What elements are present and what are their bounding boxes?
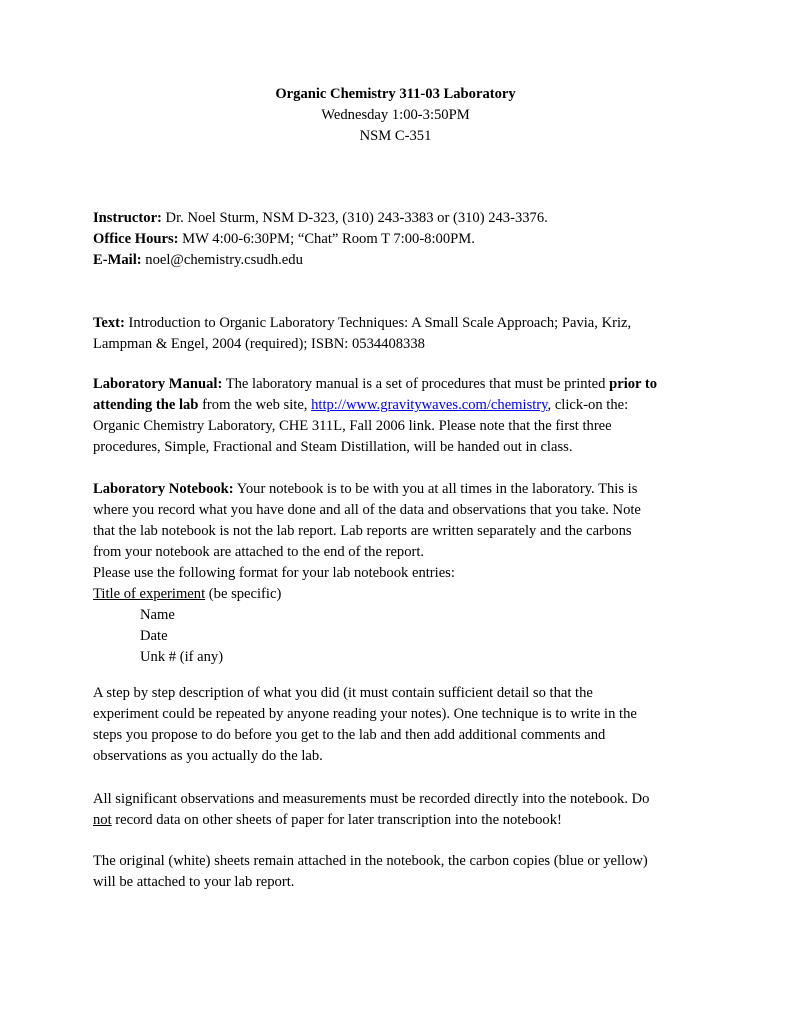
- instructor-line: [93, 208, 703, 229]
- manual-text-2b: from the web site,: [198, 397, 312, 413]
- manual-label: Laboratory Manual:: [93, 376, 223, 392]
- title-note: (be specific): [205, 586, 282, 602]
- paragraph-line: All significant observations and measurements must be recorded directly into the notebook. Do: [93, 791, 650, 807]
- course-header: [0, 84, 791, 147]
- text-section: [93, 313, 703, 355]
- office-hours-line: [93, 229, 703, 250]
- text-label: Text:: [93, 315, 125, 331]
- manual-line-4: procedures, Simple, Fractional and Steam Distillation, will be handed out in class.: [93, 439, 573, 455]
- manual-emphasis-1: prior to: [609, 376, 658, 392]
- paragraph-text: record data on other sheets of paper for later transcription into the notebook!: [111, 812, 562, 828]
- lab-manual-section: [93, 374, 703, 458]
- paragraph-line: experiment could be repeated by anyone reading your notes). One technique is to write in the: [93, 706, 637, 722]
- course-room: NSM C-351: [359, 128, 432, 144]
- notebook-line-2: where you record what you have done and all of the data and observations that you take. Note: [93, 502, 641, 518]
- title-format-line: [93, 584, 703, 605]
- notebook-text-1: Your notebook is to be with you at all times in the laboratory. This is: [233, 481, 638, 497]
- notebook-line-3: that the lab notebook is not the lab report. Lab reports are written separately and the carbons: [93, 523, 632, 539]
- format-item-unk: Unk # (if any): [140, 649, 224, 665]
- paragraph-line: steps you propose to do before you get to the lab and then add additional comments and: [93, 727, 606, 743]
- email-value: noel@chemistry.csudh.edu: [141, 252, 303, 268]
- paragraph-line: The original (white) sheets remain attached in the notebook, the carbon copies (blue or yellow): [93, 853, 648, 869]
- paragraph-line: observations as you actually do the lab.: [93, 748, 323, 764]
- paragraph-line: [93, 810, 703, 831]
- manual-line-2: [93, 395, 703, 416]
- paragraph-step-description: [93, 683, 703, 767]
- paragraph-observations: [93, 789, 703, 831]
- paragraph-line: will be attached to your lab report.: [93, 874, 295, 890]
- manual-line-1: [93, 374, 703, 395]
- course-schedule: Wednesday 1:00-3:50PM: [321, 107, 470, 123]
- manual-text-2c: , click-on the:: [547, 397, 629, 413]
- manual-emphasis-2: attending the lab: [93, 397, 199, 413]
- course-title: Organic Chemistry 311-03 Laboratory: [275, 86, 516, 102]
- notebook-line-5: Please use the following format for your lab notebook entries:: [93, 565, 455, 581]
- instructor-value: Dr. Noel Sturm, NSM D-323, (310) 243-3383 or (310) 243-3376.: [161, 210, 548, 226]
- text-line-1: [93, 313, 703, 334]
- not-emphasis: not: [93, 812, 112, 828]
- title-of-experiment: Title of experiment: [93, 586, 206, 602]
- text-value-1: Introduction to Organic Laboratory Techniques: A Small Scale Approach; Pavia, Kriz,: [124, 315, 632, 331]
- website-link[interactable]: http://www.gravitywaves.com/chemistry: [311, 397, 548, 413]
- paragraph-line: A step by step description of what you did (it must contain sufficient detail so that the: [93, 685, 593, 701]
- manual-text-1a: The laboratory manual is a set of procedures that must be printed: [222, 376, 610, 392]
- manual-line-3: Organic Chemistry Laboratory, CHE 311L, Fall 2006 link. Please note that the first three: [93, 418, 612, 434]
- notebook-line-1: [93, 479, 703, 500]
- format-item-name: Name: [140, 607, 175, 623]
- office-hours-label: Office Hours:: [93, 231, 179, 247]
- lab-notebook-section: [93, 479, 703, 668]
- office-hours-value: MW 4:00-6:30PM; “Chat” Room T 7:00-8:00PM.: [178, 231, 475, 247]
- instructor-label: Instructor:: [93, 210, 162, 226]
- text-line-2: Lampman & Engel, 2004 (required); ISBN: 0534408338: [93, 336, 425, 352]
- contact-info: [93, 208, 703, 271]
- notebook-label: Laboratory Notebook:: [93, 481, 234, 497]
- format-item-date: Date: [140, 628, 168, 644]
- email-label: E-Mail:: [93, 252, 142, 268]
- email-line: [93, 250, 703, 271]
- notebook-line-4: from your notebook are attached to the end of the report.: [93, 544, 425, 560]
- paragraph-carbon-copies: [93, 851, 703, 893]
